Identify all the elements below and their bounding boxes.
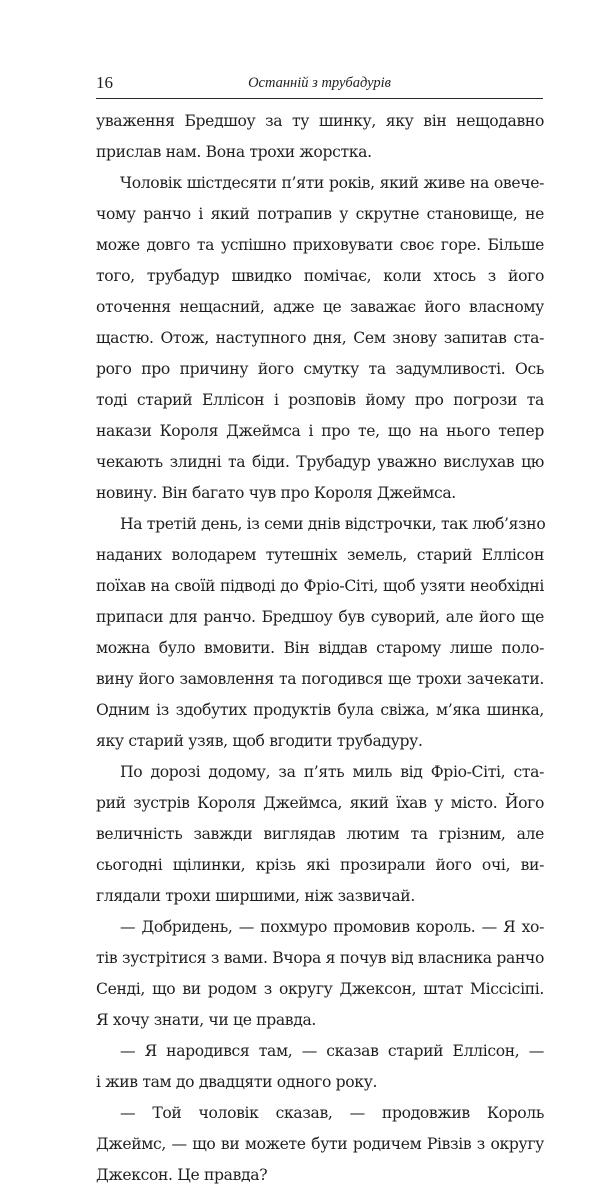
text-line: На третій день, із семи днів відстрочки, так люб’язно — [120, 515, 546, 533]
text-line: чекають злидні та біди. Трубадур уважно вислухав цю — [96, 453, 544, 471]
body-text — [96, 106, 544, 1191]
text-line: прислав нам. Вона трохи жорстка. — [96, 143, 372, 161]
text-line: може довго та успішно приховувати своє горе. Більше — [96, 236, 544, 254]
text-line: тів зустрітися з вами. Вчора я почув від власника ранчо — [96, 949, 544, 967]
text-line: того, трубадур швидко помічає, коли хтось з його — [96, 267, 544, 285]
text-line: чому ранчо і який потрапив у скрутне становище, не — [96, 205, 544, 223]
text-line: величність завжди виглядав лютим та грізним, але — [96, 825, 544, 843]
text-line: яку старий узяв, щоб вгодити трубадуру. — [96, 732, 423, 750]
text-line: накази Короля Джеймса і про те, що на нього тепер — [96, 422, 544, 440]
text-line: глядали трохи ширшими, ніж зазвичай. — [96, 887, 415, 905]
text-line: можна було вмовити. Він віддав старому лише поло- — [96, 639, 544, 657]
text-line: оточення нещасний, адже це заважає його власному — [96, 298, 544, 316]
text-line: — Добридень, — похмуро промовив король. — Я хо- — [120, 918, 544, 936]
page-number: 16 — [96, 73, 113, 92]
text-line: Одним із здобутих продуктів була свіжа, м’яка шинка, — [96, 701, 544, 719]
running-title: Останній з трубадурів — [248, 75, 391, 91]
text-line: рого про причину його смутку та задумливості. Ось — [96, 360, 544, 378]
text-line: і жив там до двадцяти одного року. — [96, 1073, 378, 1091]
page-header — [96, 73, 543, 99]
text-line: рий зустрів Короля Джеймса, який їхав у місто. Його — [96, 794, 544, 812]
text-line: наданих володарем тутешніх земель, старий Еллісон — [96, 546, 544, 564]
text-line: По дорозі додому, за п’ять миль від Фріо-Сіті, ста- — [120, 763, 544, 781]
text-line: новину. Він багато чув про Короля Джеймса. — [96, 484, 456, 502]
text-line: уваження Бредшоу за ту шинку, яку він нещодавно — [96, 112, 544, 130]
text-line: Сенді, що ви родом з округу Джексон, штат Міссісіпі. — [96, 980, 544, 998]
text-line: сьогодні щілинки, крізь які прозирали його очі, ви- — [96, 856, 544, 874]
text-line: щастю. Отож, наступного дня, Сем знову запитав ста- — [96, 329, 544, 347]
text-line: Джексон. Це правда? — [96, 1166, 268, 1184]
text-line: Я хочу знати, чи це правда. — [96, 1011, 317, 1029]
text-line: припаси для ранчо. Бредшоу був суворий, але його ще — [96, 608, 544, 626]
text-line: — Той чоловік сказав, — продовжив Король — [120, 1104, 544, 1122]
text-line: — Я народився там, — сказав старий Еллісон, — — [120, 1042, 544, 1060]
text-line: тоді старий Еллісон і розповів йому про погрози та — [96, 391, 544, 409]
text-line: поїхав на своїй підводі до Фріо-Сіті, щоб узяти необхідні — [96, 577, 544, 595]
text-line: Джеймс, — що ви можете бути родичем Рівзів з округу — [96, 1135, 544, 1153]
text-line: вину його замовлення та погодився ще трохи зачекати. — [96, 670, 544, 688]
text-line: Чоловік шістдесяти п’яти років, який живе на овече- — [120, 174, 544, 192]
